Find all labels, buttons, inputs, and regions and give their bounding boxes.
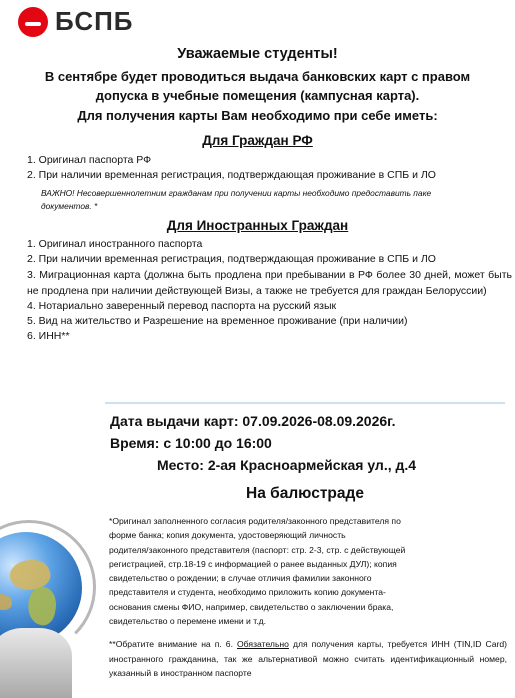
minors-warning-line-2: документов. * <box>41 201 98 211</box>
foreigners-doc-list <box>27 237 512 344</box>
globe-continent <box>0 594 12 610</box>
minors-footnote-line: представителя и студента, необходимо приложить копию документа- <box>109 587 386 598</box>
event-place: Место: 2-ая Красноармейская ул., д.4 <box>157 457 417 473</box>
inn-footnote-text: для получения карты, требуется ИНН (TIN,ID Card) иностранного гражданина, так же альтернативой можно считать идентификационный номер, указанный в иностранном паспорте <box>109 639 507 678</box>
minors-footnote-line: *Оригинал заполненного согласия родителя/законного представителя по <box>109 516 401 526</box>
intro-line-1: В сентябре будет проводиться выдача банковских карт с правом <box>44 69 471 84</box>
bank-logo <box>18 6 134 37</box>
section-divider <box>105 402 505 404</box>
event-dates: Дата выдачи карт: 07.09.2026-08.09.2026г. <box>110 413 396 429</box>
intro-line-2: допуска в учебные помещения (кампусная карта). <box>95 88 420 103</box>
globe-stand <box>0 628 72 698</box>
globe-continent <box>25 585 59 627</box>
list-item: 6. ИНН** <box>27 330 70 342</box>
minors-footnote-line: свидетельство о перемене имени и т.д. <box>109 616 267 627</box>
list-item: 4. Нотариально заверенный перевод паспорта на русский язык <box>27 300 337 312</box>
list-item: 5. Вид на жительство и Разрешение на временное проживание (при наличии) <box>27 315 408 327</box>
citizens-doc-list <box>27 153 512 183</box>
foreigners-section-title: Для Иностранных Граждан <box>166 218 349 233</box>
list-item: 2. При наличии временная регистрация, подтверждающая проживание в СПБ и ЛО <box>27 253 436 265</box>
minors-footnote-line: форме банка; копия документа, удостоверяющий личность <box>109 530 346 541</box>
event-time: Время: с 10:00 до 16:00 <box>110 435 272 451</box>
greeting-title: Уважаемые студенты! <box>177 46 338 62</box>
minors-warning <box>41 187 511 213</box>
bank-logo-icon <box>18 7 48 37</box>
inn-footnote <box>109 637 507 681</box>
minors-footnote-line: родителя/законного представителя (паспорт: стр. 2-3, стр. с действующей <box>109 544 406 555</box>
event-schedule <box>110 410 396 454</box>
list-item: 2. При наличии временная регистрация, подтверждающая проживание в СПБ и ЛО <box>27 169 436 181</box>
minors-footnote <box>109 514 504 628</box>
minors-warning-line-1: ВАЖНО! Несовершеннолетним гражданам при получении карты необходимо предоставить паке <box>41 188 432 198</box>
list-item: 3. Миграционная карта (должна быть продлена при пребывании в РФ более 30 дней, может быть не продлена при наличии действующей Визы, а также не требуется для граждан Белоруссии) <box>27 269 512 297</box>
list-item: 1. Оригинал паспорта РФ <box>27 154 152 166</box>
intro-text <box>0 67 515 105</box>
minors-footnote-line: регистрацией, стр.18-19 с информацией о ранее выданных ДУЛ); копия <box>109 558 397 569</box>
inn-footnote-prefix: **Обратите внимание на п. 6. <box>109 639 237 649</box>
list-item: 1. Оригинал иностранного паспорта <box>27 238 203 250</box>
requirement-text: Для получения карты Вам необходимо при себе иметь: <box>77 108 438 123</box>
minors-footnote-line: свидетельство о рождении; в случае отличия фамилии законного <box>109 573 372 584</box>
inn-footnote-emphasis: Обязательно <box>237 639 289 649</box>
citizens-section-title: Для Граждан РФ <box>202 133 313 148</box>
minors-footnote-line: основания смены ФИО, например, свидетельство о заключении брака, <box>109 601 394 612</box>
event-venue: На балюстраде <box>246 485 364 502</box>
bank-logo-text: БСПБ <box>55 6 134 36</box>
